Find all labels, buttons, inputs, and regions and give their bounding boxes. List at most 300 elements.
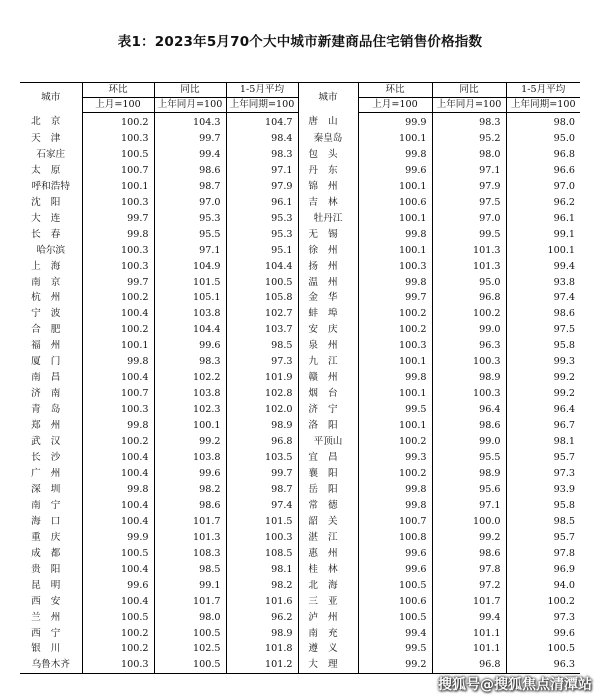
- yoy-value: 97.2: [432, 578, 506, 594]
- city-name: 合肥: [31, 324, 71, 336]
- mom-value: 99.8: [358, 370, 432, 386]
- mom-value: 100.2: [82, 641, 154, 657]
- table-row: [20, 514, 580, 530]
- city-name: 重庆: [31, 531, 71, 543]
- mom-value: 99.8: [358, 482, 432, 498]
- city-name: 九江: [298, 354, 358, 370]
- table-row: [20, 322, 580, 338]
- avg-value: 98.1: [506, 434, 580, 450]
- table-row: [20, 195, 580, 211]
- city-name: 沈阳: [31, 196, 71, 208]
- city-name: 锦州: [298, 179, 358, 195]
- avg-value: 94.0: [506, 578, 580, 594]
- avg-value: 97.5: [506, 322, 580, 338]
- city-name: 桂林: [298, 562, 358, 578]
- city-name: 北京: [31, 115, 71, 127]
- mom-value: 99.8: [358, 275, 432, 291]
- yoy-value: 98.9: [432, 466, 506, 482]
- yoy-value: 98.0: [154, 610, 226, 626]
- avg-value: 98.9: [226, 418, 298, 434]
- yoy-value: 100.0: [432, 514, 506, 530]
- yoy-value: 98.6: [432, 546, 506, 562]
- header-avg-base: 上年同期=100: [226, 98, 298, 113]
- avg-value: 102.7: [226, 306, 298, 322]
- mom-value: 100.5: [82, 147, 154, 163]
- yoy-value: 98.6: [154, 163, 226, 179]
- avg-value: 96.6: [506, 163, 580, 179]
- mom-value: 100.2: [82, 290, 154, 306]
- header-yoy: 同比: [154, 83, 226, 98]
- avg-value: 98.6: [506, 306, 580, 322]
- avg-value: 96.1: [226, 195, 298, 211]
- mom-value: 99.5: [358, 402, 432, 418]
- city-name: 成都: [31, 547, 71, 559]
- avg-value: 97.0: [506, 179, 580, 195]
- mom-value: 99.6: [358, 546, 432, 562]
- mom-value: 100.2: [82, 322, 154, 338]
- table-row: [20, 370, 580, 386]
- table-row: [20, 338, 580, 354]
- avg-value: 103.5: [226, 450, 298, 466]
- avg-value: 97.4: [226, 498, 298, 514]
- city-name: 牡丹江: [298, 211, 358, 227]
- yoy-value: 97.1: [432, 498, 506, 514]
- avg-value: 99.3: [506, 354, 580, 370]
- yoy-value: 99.2: [432, 530, 506, 546]
- city-name: 洛阳: [298, 418, 358, 434]
- city-name: 韶关: [298, 514, 358, 530]
- city-name: 西安: [31, 595, 71, 607]
- table-row: [20, 594, 580, 610]
- mom-value: 100.3: [358, 259, 432, 275]
- mom-value: 99.8: [82, 354, 154, 370]
- city-name: 南昌: [31, 372, 71, 384]
- yoy-value: 98.3: [154, 354, 226, 370]
- header-yoy-base-right: 上年同月=100: [432, 98, 506, 113]
- table-row: [20, 546, 580, 562]
- avg-value: 98.3: [226, 147, 298, 163]
- city-name: 武汉: [31, 436, 71, 448]
- table-row: [20, 290, 580, 306]
- city-name: 徐州: [298, 243, 358, 259]
- avg-value: 97.3: [226, 354, 298, 370]
- city-name: 金华: [298, 290, 358, 306]
- avg-value: 96.1: [506, 211, 580, 227]
- mom-value: 99.7: [82, 211, 154, 227]
- avg-value: 95.3: [226, 211, 298, 227]
- yoy-value: 98.5: [154, 562, 226, 578]
- city-name: 兰州: [31, 611, 71, 623]
- yoy-value: 95.2: [432, 131, 506, 147]
- avg-value: 104.7: [226, 113, 298, 131]
- avg-value: 98.2: [226, 578, 298, 594]
- mom-value: 99.8: [358, 498, 432, 514]
- avg-value: 93.9: [506, 482, 580, 498]
- city-name: 无锡: [298, 227, 358, 243]
- avg-value: 98.0: [506, 113, 580, 131]
- table-body: [20, 113, 580, 674]
- avg-value: 95.3: [226, 227, 298, 243]
- yoy-value: 104.9: [154, 259, 226, 275]
- price-index-table: [20, 82, 580, 674]
- mom-value: 100.2: [82, 113, 154, 131]
- table-row: [20, 482, 580, 498]
- mom-value: 100.4: [82, 466, 154, 482]
- yoy-value: 98.7: [154, 179, 226, 195]
- avg-value: 98.7: [226, 482, 298, 498]
- city-name: 青岛: [31, 404, 71, 416]
- yoy-value: 97.0: [154, 195, 226, 211]
- avg-value: 103.7: [226, 322, 298, 338]
- avg-value: 96.4: [506, 402, 580, 418]
- mom-value: 100.7: [82, 163, 154, 179]
- avg-value: 95.7: [506, 450, 580, 466]
- yoy-value: 98.6: [432, 418, 506, 434]
- avg-value: 98.9: [226, 626, 298, 642]
- city-name: 唐山: [298, 113, 358, 131]
- city-name: 惠州: [298, 546, 358, 562]
- yoy-value: 97.0: [432, 211, 506, 227]
- city-name: 南充: [298, 626, 358, 642]
- yoy-value: 95.0: [432, 275, 506, 291]
- mom-value: 100.5: [358, 578, 432, 594]
- avg-value: 99.4: [506, 259, 580, 275]
- city-name: 福州: [31, 340, 71, 352]
- city-name: 深圳: [31, 483, 71, 495]
- mom-value: 100.2: [358, 306, 432, 322]
- avg-value: 97.3: [506, 466, 580, 482]
- city-name: 杭州: [31, 292, 71, 304]
- city-name: 赣州: [298, 370, 358, 386]
- yoy-value: 108.3: [154, 546, 226, 562]
- header-yoy-base: 上年同月=100: [154, 98, 226, 113]
- avg-value: 99.6: [506, 626, 580, 642]
- yoy-value: 96.8: [432, 290, 506, 306]
- city-name: 常德: [298, 498, 358, 514]
- table-row: [20, 418, 580, 434]
- avg-value: 101.8: [226, 641, 298, 657]
- mom-value: 100.1: [358, 418, 432, 434]
- table-title: 表1：2023年5月70个大中城市新建商品住宅销售价格指数: [117, 34, 483, 50]
- mom-value: 100.6: [358, 195, 432, 211]
- mom-value: 100.5: [82, 610, 154, 626]
- table-row: [20, 211, 580, 227]
- avg-value: 96.9: [506, 562, 580, 578]
- mom-value: 100.2: [358, 434, 432, 450]
- city-name: 平顶山: [298, 434, 358, 450]
- mom-value: 99.5: [358, 641, 432, 657]
- city-name: 长沙: [31, 452, 71, 464]
- yoy-value: 101.3: [432, 243, 506, 259]
- city-name: 泸州: [298, 610, 358, 626]
- mom-value: 100.3: [358, 338, 432, 354]
- mom-value: 100.8: [358, 530, 432, 546]
- city-name: 遵义: [298, 641, 358, 657]
- avg-value: 100.2: [506, 594, 580, 610]
- city-name: 石家庄: [36, 148, 66, 160]
- avg-value: 93.8: [506, 275, 580, 291]
- watermark: 搜狐号@搜狐焦点清潭站: [438, 677, 592, 693]
- table-row: [20, 131, 580, 147]
- avg-value: 96.2: [226, 610, 298, 626]
- avg-value: 97.4: [506, 290, 580, 306]
- city-name: 南宁: [31, 499, 71, 511]
- mom-value: 99.7: [358, 290, 432, 306]
- yoy-value: 99.6: [154, 466, 226, 482]
- avg-value: 104.4: [226, 259, 298, 275]
- yoy-value: 104.3: [154, 113, 226, 131]
- city-name: 三亚: [298, 594, 358, 610]
- yoy-value: 97.1: [432, 163, 506, 179]
- table-row: [20, 641, 580, 657]
- mom-value: 100.7: [358, 514, 432, 530]
- avg-value: 98.5: [226, 338, 298, 354]
- avg-value: 101.5: [226, 514, 298, 530]
- city-name: 呼和浩特: [31, 180, 70, 192]
- mom-value: 100.7: [82, 386, 154, 402]
- avg-value: 99.7: [226, 466, 298, 482]
- yoy-value: 99.5: [432, 227, 506, 243]
- table-row: [20, 386, 580, 402]
- yoy-value: 100.3: [432, 354, 506, 370]
- table-row: [20, 163, 580, 179]
- avg-value: 99.2: [506, 370, 580, 386]
- mom-value: 100.2: [82, 434, 154, 450]
- table-row: [20, 306, 580, 322]
- table-row: [20, 243, 580, 259]
- yoy-value: 99.0: [432, 434, 506, 450]
- header-yoy-right: 同比: [432, 83, 506, 98]
- yoy-value: 99.2: [154, 434, 226, 450]
- yoy-value: 97.8: [432, 562, 506, 578]
- yoy-value: 101.5: [154, 275, 226, 291]
- yoy-value: 100.3: [432, 386, 506, 402]
- table-row: [20, 434, 580, 450]
- mom-value: 99.8: [82, 482, 154, 498]
- yoy-value: 96.3: [432, 338, 506, 354]
- mom-value: 99.6: [358, 562, 432, 578]
- yoy-value: 102.2: [154, 370, 226, 386]
- table-row: [20, 450, 580, 466]
- table-row: [20, 113, 580, 131]
- city-name: 扬州: [298, 259, 358, 275]
- avg-value: 102.0: [226, 402, 298, 418]
- table-row: [20, 402, 580, 418]
- header-avg: 1-5月平均: [226, 83, 298, 98]
- table-row: [20, 626, 580, 642]
- avg-value: 100.5: [226, 275, 298, 291]
- city-name: 厦门: [31, 356, 71, 368]
- header-mom: 环比: [82, 83, 154, 98]
- yoy-value: 101.1: [432, 626, 506, 642]
- mom-value: 99.8: [358, 227, 432, 243]
- avg-value: 98.5: [506, 514, 580, 530]
- yoy-value: 103.8: [154, 450, 226, 466]
- yoy-value: 95.3: [154, 211, 226, 227]
- city-name: 上海: [31, 260, 71, 272]
- mom-value: 100.4: [82, 562, 154, 578]
- avg-value: 95.7: [506, 530, 580, 546]
- city-name: 海口: [31, 515, 71, 527]
- mom-value: 99.8: [358, 147, 432, 163]
- header-avg-right: 1-5月平均: [506, 83, 580, 98]
- yoy-value: 96.4: [432, 402, 506, 418]
- city-name: 湛江: [298, 530, 358, 546]
- city-name: 郑州: [31, 420, 71, 432]
- city-name: 吉林: [298, 195, 358, 211]
- mom-value: 100.3: [82, 657, 154, 673]
- avg-value: 98.4: [226, 131, 298, 147]
- mom-value: 99.2: [358, 657, 432, 673]
- avg-value: 100.1: [506, 243, 580, 259]
- avg-value: 100.3: [226, 530, 298, 546]
- city-name: 银川: [31, 643, 71, 655]
- yoy-value: 98.6: [154, 498, 226, 514]
- header-city: 城市: [41, 91, 61, 103]
- table-row: [20, 275, 580, 291]
- city-name: 秦皇岛: [298, 131, 358, 147]
- mom-value: 99.9: [358, 113, 432, 131]
- yoy-value: 98.9: [432, 370, 506, 386]
- yoy-value: 95.5: [432, 450, 506, 466]
- yoy-value: 98.3: [432, 113, 506, 131]
- city-name: 烟台: [298, 386, 358, 402]
- avg-value: 101.6: [226, 594, 298, 610]
- avg-value: 96.3: [506, 657, 580, 673]
- avg-value: 96.2: [506, 195, 580, 211]
- yoy-value: 102.5: [154, 641, 226, 657]
- city-name: 哈尔滨: [36, 244, 66, 256]
- yoy-value: 97.5: [432, 195, 506, 211]
- yoy-value: 98.2: [154, 482, 226, 498]
- mom-value: 100.1: [358, 211, 432, 227]
- city-name: 宁波: [31, 308, 71, 320]
- avg-value: 108.5: [226, 546, 298, 562]
- avg-value: 96.7: [506, 418, 580, 434]
- mom-value: 99.9: [82, 530, 154, 546]
- avg-value: 95.0: [506, 131, 580, 147]
- mom-value: 100.1: [358, 354, 432, 370]
- table-row: [20, 466, 580, 482]
- table-row: [20, 227, 580, 243]
- mom-value: 100.4: [82, 450, 154, 466]
- yoy-value: 97.9: [432, 179, 506, 195]
- city-name: 安庆: [298, 322, 358, 338]
- avg-value: 95.8: [506, 498, 580, 514]
- mom-value: 100.4: [82, 306, 154, 322]
- city-name: 天津: [31, 132, 71, 144]
- table-row: [20, 578, 580, 594]
- avg-value: 99.1: [506, 227, 580, 243]
- yoy-value: 101.3: [154, 530, 226, 546]
- city-name: 太原: [31, 164, 71, 176]
- table-row: [20, 610, 580, 626]
- yoy-value: 103.8: [154, 306, 226, 322]
- table-row: [20, 147, 580, 163]
- yoy-value: 104.4: [154, 322, 226, 338]
- mom-value: 100.4: [82, 498, 154, 514]
- avg-value: 96.8: [506, 147, 580, 163]
- yoy-value: 101.7: [154, 514, 226, 530]
- mom-value: 99.6: [358, 163, 432, 179]
- mom-value: 100.6: [358, 594, 432, 610]
- avg-value: 100.5: [506, 641, 580, 657]
- header-mom-base: 上月=100: [82, 98, 154, 113]
- header-avg-base-right: 上年同期=100: [506, 98, 580, 113]
- city-name: 贵阳: [31, 563, 71, 575]
- yoy-value: 99.4: [432, 610, 506, 626]
- avg-value: 97.3: [506, 610, 580, 626]
- yoy-value: 99.4: [154, 147, 226, 163]
- city-name: 济宁: [298, 402, 358, 418]
- yoy-value: 99.7: [154, 131, 226, 147]
- city-name: 大理: [298, 657, 358, 673]
- yoy-value: 99.1: [154, 578, 226, 594]
- header-city-right: 城市: [298, 83, 358, 113]
- header-mom-right: 环比: [358, 83, 432, 98]
- yoy-value: 95.6: [432, 482, 506, 498]
- city-name: 长春: [31, 228, 71, 240]
- city-name: 丹东: [298, 163, 358, 179]
- city-name: 蚌埠: [298, 306, 358, 322]
- table-row: [20, 562, 580, 578]
- city-name: 岳阳: [298, 482, 358, 498]
- city-name: 温州: [298, 275, 358, 291]
- mom-value: 100.4: [82, 370, 154, 386]
- mom-value: 100.1: [358, 179, 432, 195]
- avg-value: 95.8: [506, 338, 580, 354]
- mom-value: 100.3: [82, 195, 154, 211]
- city-name: 广州: [31, 467, 71, 479]
- avg-value: 105.8: [226, 290, 298, 306]
- avg-value: 97.8: [506, 546, 580, 562]
- mom-value: 99.6: [82, 578, 154, 594]
- yoy-value: 105.1: [154, 290, 226, 306]
- mom-value: 99.7: [82, 275, 154, 291]
- yoy-value: 95.5: [154, 227, 226, 243]
- avg-value: 97.1: [226, 163, 298, 179]
- mom-value: 100.1: [358, 131, 432, 147]
- header-mom-base-right: 上月=100: [358, 98, 432, 113]
- mom-value: 100.3: [82, 402, 154, 418]
- mom-value: 100.3: [82, 131, 154, 147]
- mom-value: 100.4: [82, 594, 154, 610]
- yoy-value: 100.1: [154, 418, 226, 434]
- mom-value: 100.4: [82, 514, 154, 530]
- yoy-value: 99.0: [432, 322, 506, 338]
- city-name: 乌鲁木齐: [31, 659, 70, 671]
- city-name: 西宁: [31, 627, 71, 639]
- mom-value: 100.1: [358, 243, 432, 259]
- table-row: [20, 657, 580, 673]
- city-name: 襄阳: [298, 466, 358, 482]
- city-name: 泉州: [298, 338, 358, 354]
- mom-value: 100.5: [82, 546, 154, 562]
- yoy-value: 103.8: [154, 386, 226, 402]
- city-name: 大连: [31, 212, 71, 224]
- yoy-value: 101.1: [432, 641, 506, 657]
- city-name: 包头: [298, 147, 358, 163]
- yoy-value: 102.3: [154, 402, 226, 418]
- mom-value: 100.1: [82, 338, 154, 354]
- mom-value: 100.5: [358, 610, 432, 626]
- table-row: [20, 354, 580, 370]
- avg-value: 96.8: [226, 434, 298, 450]
- table-row: [20, 259, 580, 275]
- yoy-value: 101.7: [154, 594, 226, 610]
- yoy-value: 98.0: [432, 147, 506, 163]
- city-name: 昆明: [31, 579, 71, 591]
